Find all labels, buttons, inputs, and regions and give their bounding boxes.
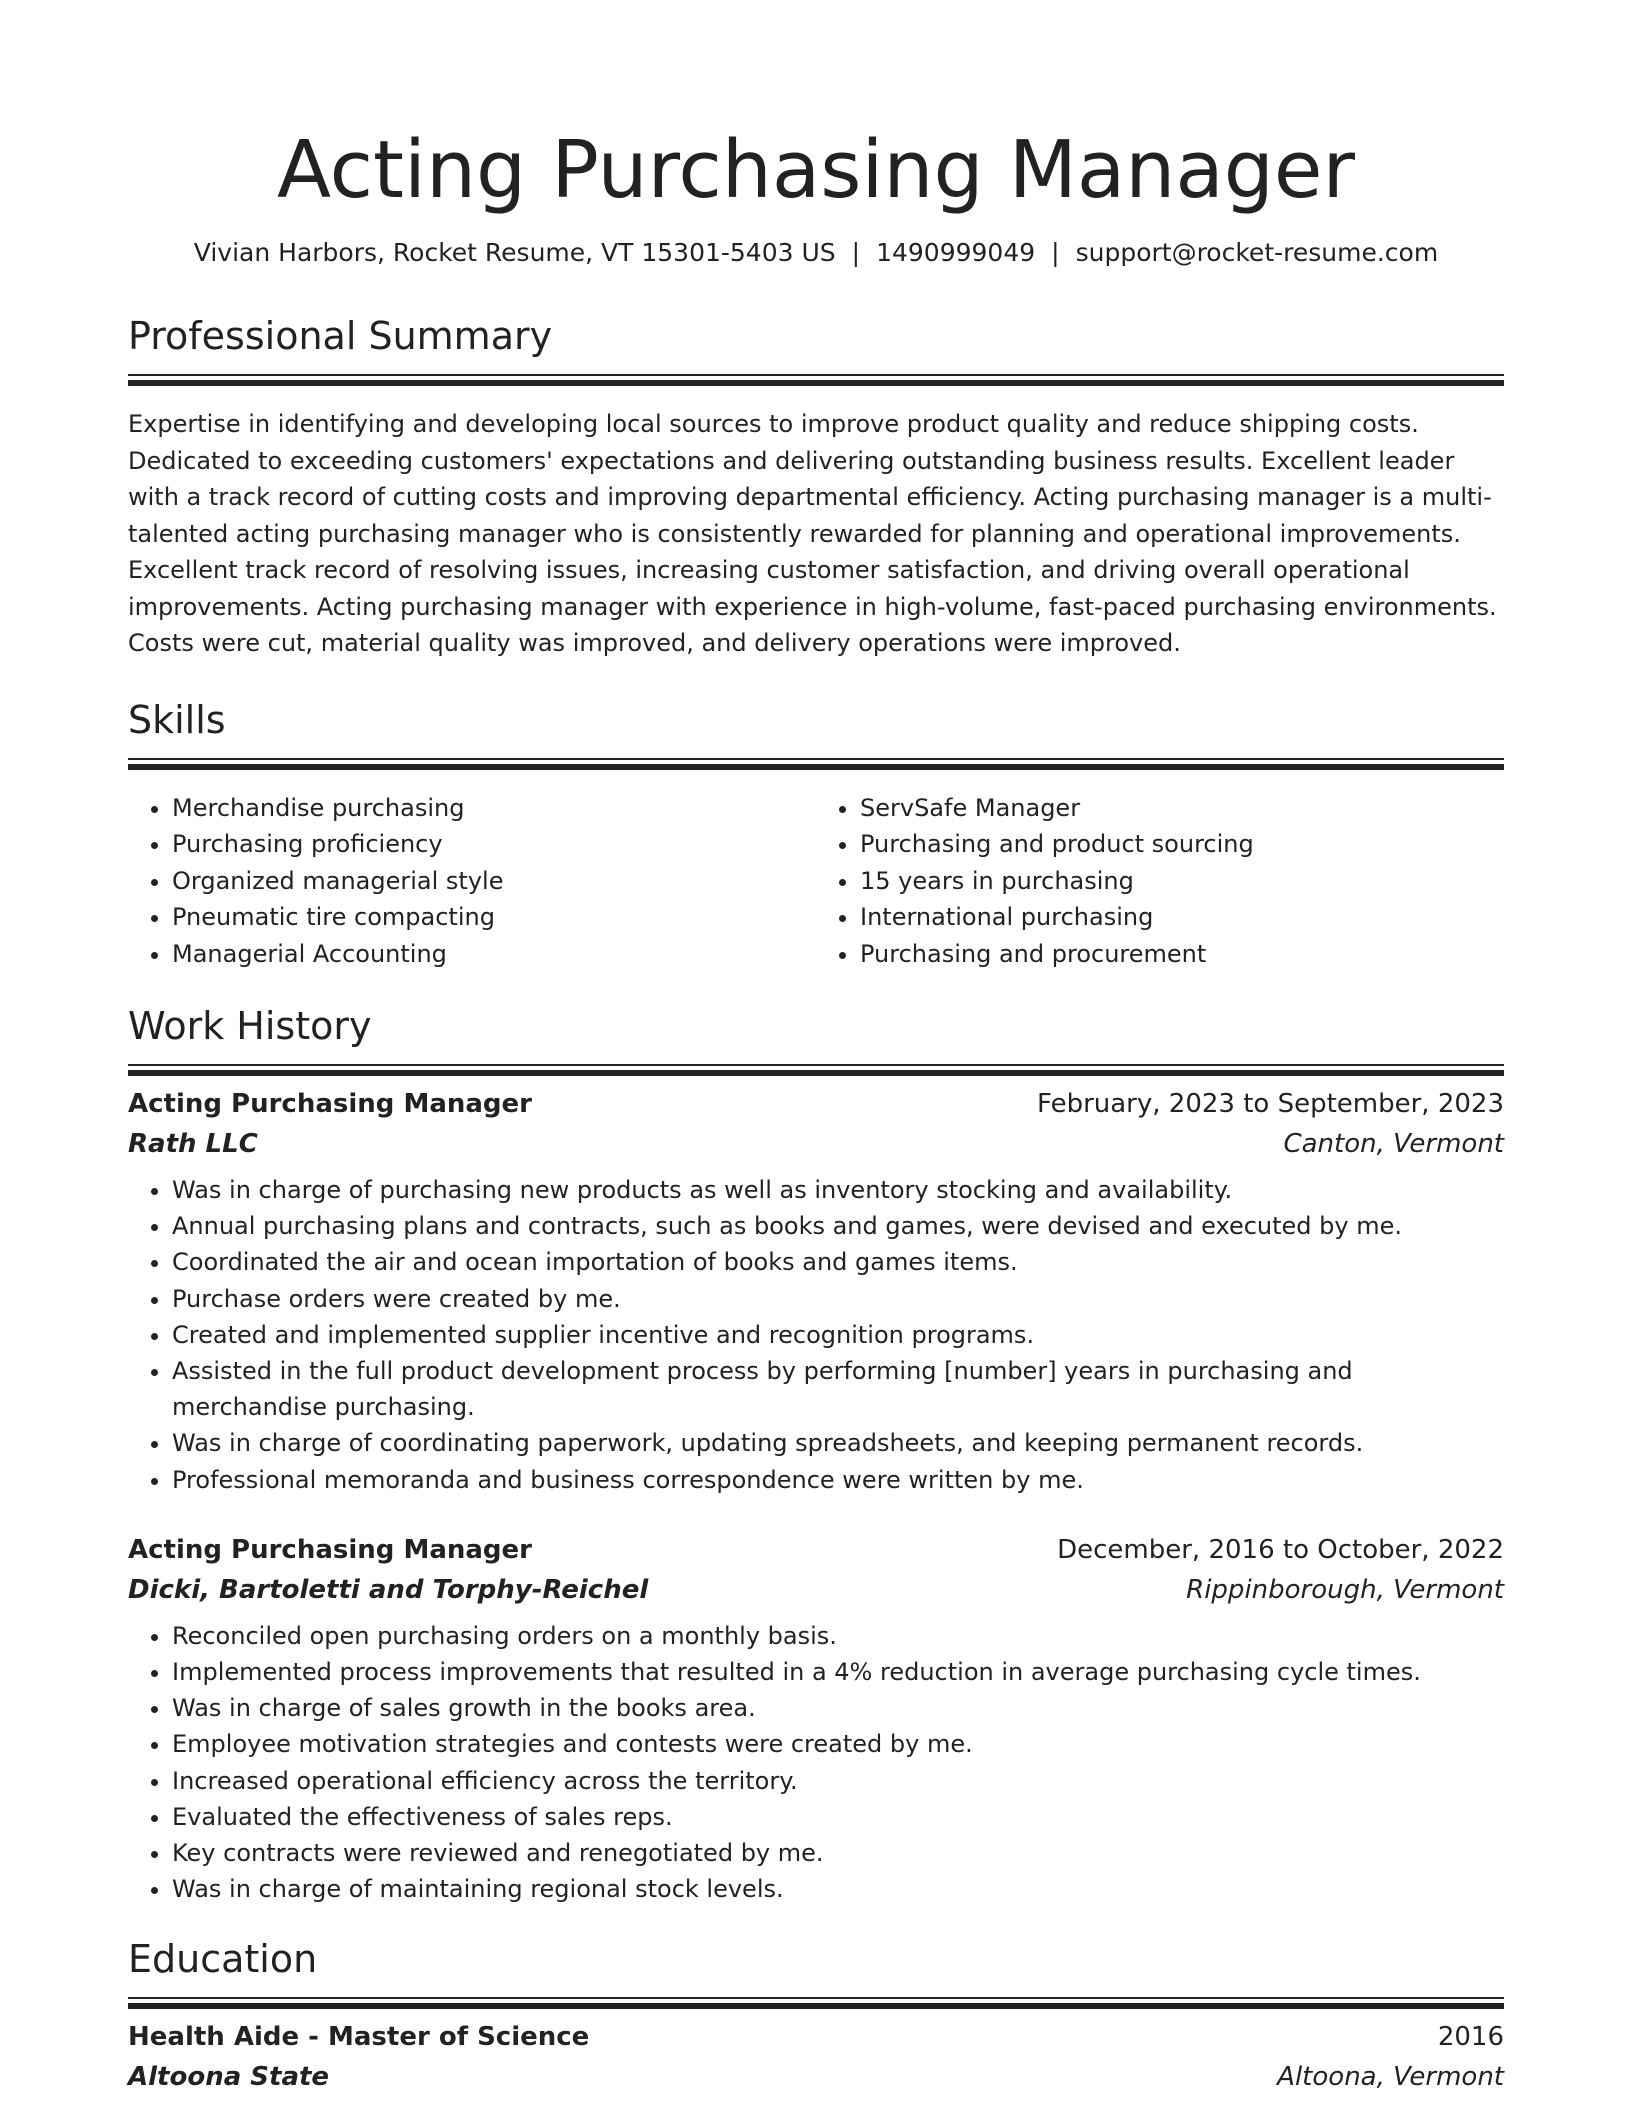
job-title: Acting Purchasing Manager (128, 1534, 533, 1565)
job-bullet: • Employee motivation strategies and contests were created by me. (172, 1726, 1504, 1762)
job-company: Dicki, Bartoletti and Torphy-Reichel (128, 1574, 649, 1605)
job-bullet: • Was in charge of maintaining regional stock levels. (172, 1871, 1504, 1907)
education-section (128, 1935, 1504, 2097)
job-bullet: • Coordinated the air and ocean importation of books and games items. (172, 1244, 1504, 1280)
job-bullet: • Evaluated the effectiveness of sales reps. (172, 1799, 1504, 1835)
resume-page (128, 0, 1504, 2097)
job-dates: February, 2023 to September, 2023 (1037, 1089, 1504, 1119)
job-header-row (128, 1530, 1504, 1570)
skill-item: • Organized managerial style (172, 863, 816, 900)
contact-email: support@rocket-resume.com (1075, 238, 1439, 267)
skill-item: • Purchasing and procurement (860, 936, 1504, 973)
job-entry (128, 1084, 1504, 1498)
job-bullet: • Assisted in the full product development process by performing [number] years in purchasing and merchandise purchasing. (172, 1353, 1504, 1425)
work-history-heading: Work History (128, 1004, 372, 1048)
summary-text: Expertise in identifying and developing local sources to improve product quality and reduce shipping costs. Dedicated to exceeding customers' expectations and delivering outstanding business results. Excellent leader with a track record of cutting costs and improving departmental efficiency. Acting purchasing manager is a multi-talented acting purchasing manager who is consistently rewarded for planning and operational improvements. Excellent track record of resolving issues, increasing customer satisfaction, and driving overall operational improvements. Acting purchasing manager with experience in high-volume, fast-paced purchasing environments. Costs were cut, material quality was improved, and delivery operations were improved. (128, 410, 1497, 657)
job-company: Rath LLC (128, 1129, 258, 1159)
education-school: Altoona State (128, 2062, 330, 2093)
job-bullet: • Created and implemented supplier incentive and recognition programs. (172, 1317, 1504, 1353)
skill-item: • Pneumatic tire compacting (172, 899, 816, 936)
skills-list-right (816, 790, 1504, 973)
job-location: Rippinborough, Vermont (1186, 1574, 1504, 1605)
skill-item: • Managerial Accounting (172, 936, 816, 973)
skill-item: • Merchandise purchasing (172, 790, 816, 827)
contact-separator: | (851, 238, 861, 267)
resume-title: Acting Purchasing Manager (276, 124, 1356, 216)
skill-item: • 15 years in purchasing (860, 863, 1504, 900)
job-bullet: • Annual purchasing plans and contracts, such as books and games, were devised and executed by me. (172, 1208, 1504, 1244)
education-entry (128, 2017, 1504, 2097)
skill-item: • International purchasing (860, 899, 1504, 936)
job-location: Canton, Vermont (1283, 1129, 1504, 1159)
job-bullet: • Implemented process improvements that resulted in a 4% reduction in average purchasing cycle times. (172, 1654, 1504, 1690)
contact-separator: | (1051, 238, 1060, 267)
summary-heading: Professional Summary (128, 314, 553, 358)
education-heading: Education (128, 1937, 318, 1982)
work-history-section (128, 1002, 1504, 1907)
job-bullet: • Increased operational efficiency across the territory. (172, 1763, 1504, 1799)
section-divider (128, 1997, 1504, 1999)
skills-heading: Skills (128, 697, 226, 742)
job-bullet: • Purchase orders were created by me. (172, 1281, 1504, 1317)
education-degree: Health Aide - Master of Science (128, 2022, 590, 2053)
section-divider (128, 758, 1504, 760)
job-title: Acting Purchasing Manager (128, 1089, 533, 1119)
job-bullet: • Was in charge of sales growth in the books area. (172, 1690, 1504, 1726)
job-company-row (128, 1124, 1504, 1164)
job-bullet: • Key contracts were reviewed and renegotiated by me. (172, 1835, 1504, 1871)
skills-list-left (128, 790, 816, 973)
job-bullet: • Was in charge of purchasing new products as well as inventory stocking and availability. (172, 1172, 1504, 1208)
skill-item: • ServSafe Manager (860, 790, 1504, 827)
job-bullet: • Professional memoranda and business correspondence were written by me. (172, 1462, 1504, 1498)
job-bullet: • Reconciled open purchasing orders on a monthly basis. (172, 1618, 1504, 1654)
skills-columns (128, 790, 1504, 973)
job-entry (128, 1530, 1504, 1908)
education-year: 2016 (1437, 2022, 1504, 2053)
skill-item: • Purchasing proficiency (172, 826, 816, 863)
education-school-row (128, 2057, 1504, 2097)
education-location: Altoona, Vermont (1277, 2062, 1504, 2093)
section-divider (128, 1064, 1504, 1066)
job-bullet: • Was in charge of coordinating paperwork, updating spreadsheets, and keeping permanent records. (172, 1425, 1504, 1461)
education-header-row (128, 2017, 1504, 2057)
job-bullets (128, 1172, 1504, 1498)
section-divider (128, 374, 1504, 376)
job-bullets (128, 1618, 1504, 1908)
skills-section (128, 696, 1504, 973)
contact-address: Vivian Harbors, Rocket Resume, VT 15301-5403 US (193, 238, 836, 267)
job-header-row (128, 1084, 1504, 1124)
job-company-row (128, 1570, 1504, 1610)
contact-phone: 1490999049 (876, 238, 1036, 267)
contact-line (128, 236, 1504, 270)
skill-item: • Purchasing and product sourcing (860, 826, 1504, 863)
summary-section (128, 312, 1504, 662)
job-dates: December, 2016 to October, 2022 (1057, 1534, 1504, 1565)
